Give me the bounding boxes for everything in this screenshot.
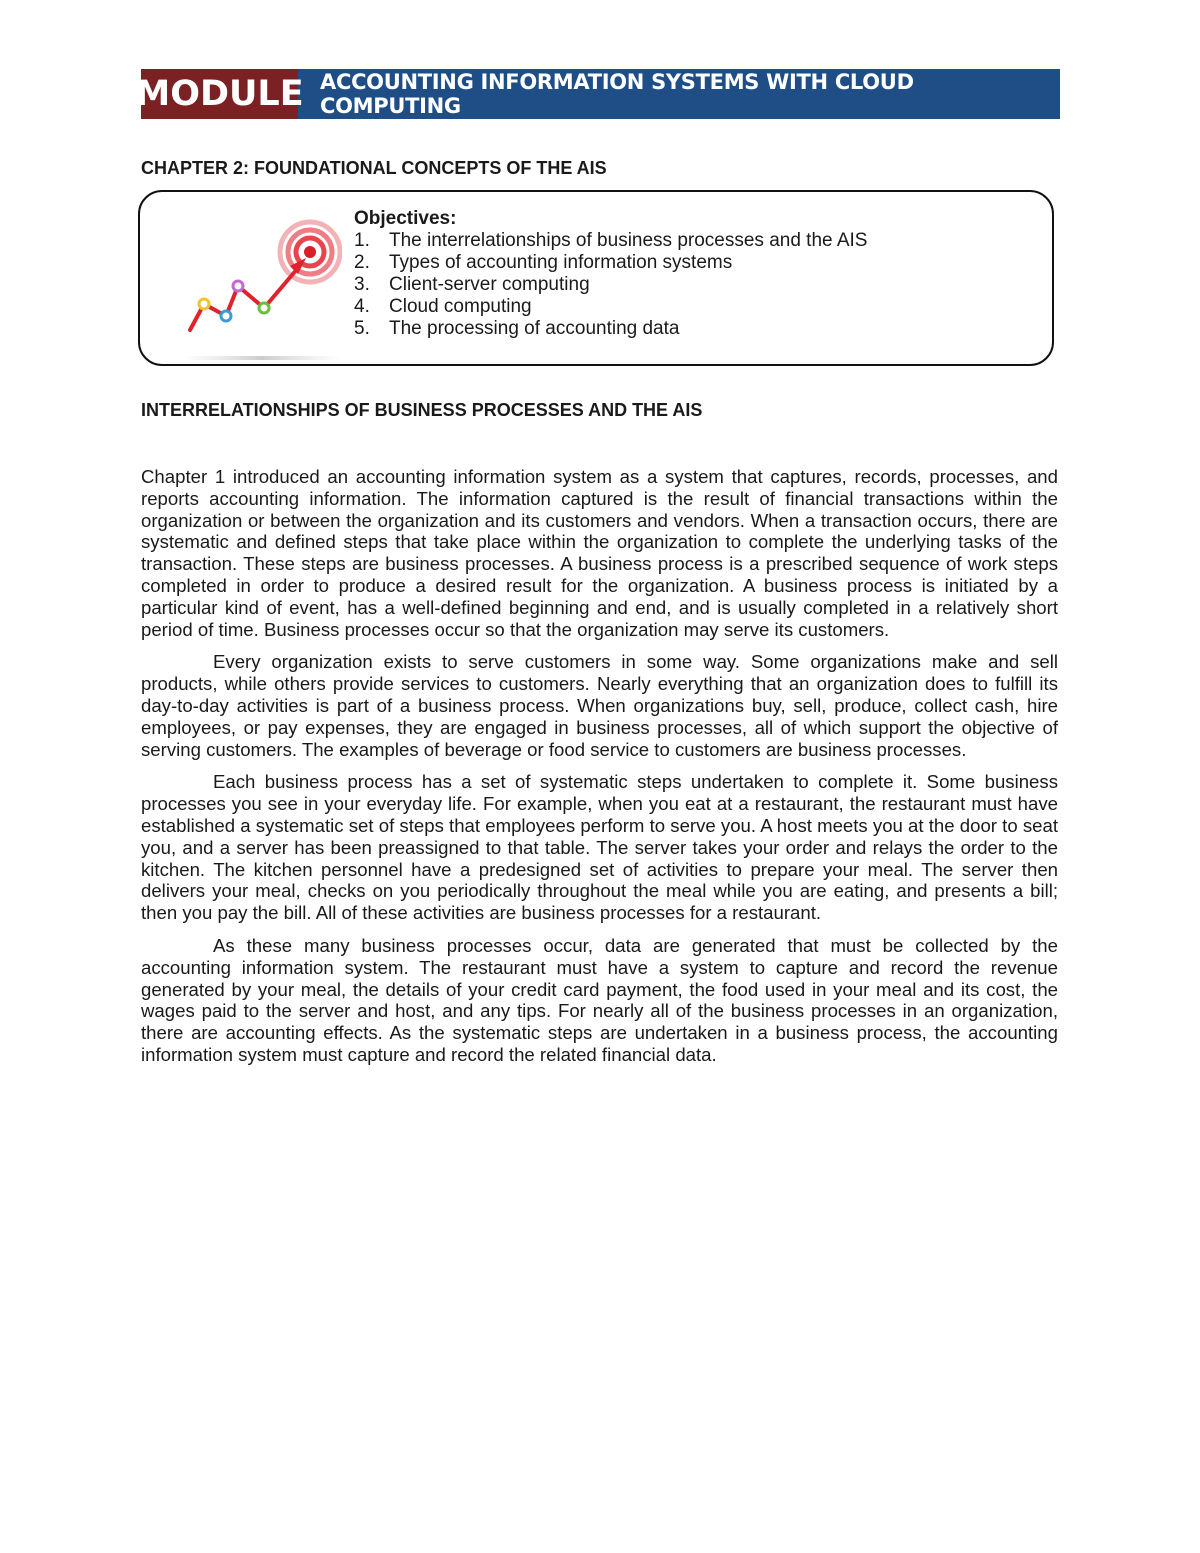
objective-item: 1. The interrelationships of business processes and the AIS (354, 230, 868, 251)
objectives-box (138, 190, 1054, 366)
section-heading: INTERRELATIONSHIPS OF BUSINESS PROCESSES AND THE AIS (141, 400, 703, 420)
chapter-title: CHAPTER 2: FOUNDATIONAL CONCEPTS OF THE AIS (141, 158, 607, 178)
paragraph: Each business process has a set of systematic steps undertaken to complete it. Some business processes you see in your everyday life. For example, when you eat at a restaurant, the restaurant must have established a systematic set of steps that employees perform to serve you. A host meets you at the door to seat you, and a server has been preassigned to that table. The server takes your order and relays the order to the kitchen. The kitchen personnel have a predesigned set of activities to prepare your meal. The server then delivers your meal, checks on you periodically throughout the meal while you are eating, and presents a bill; then you pay the bill. All of these activities are business processes for a restaurant. (141, 771, 1058, 924)
target-growth-chart-icon (182, 210, 342, 360)
objective-item: 3. Client-server computing (354, 274, 590, 295)
objective-item: 2. Types of accounting information systems (354, 252, 733, 273)
objectives-list (354, 208, 867, 340)
paragraph: Chapter 1 introduced an accounting information system as a system that captures, records, processes, and reports accounting information. The information captured is the result of financial transactions within the organization or between the organization and its customers and vendors. When a transaction occurs, there are systematic and defined steps that take place within the organization to complete the underlying tasks of the transaction. These steps are business processes. A business process is a prescribed sequence of work steps completed in order to produce a desired result for the organization. A business process is initiated by a particular kind of event, has a well-defined beginning and end, and is usually completed in a relatively short period of time. Business processes occur so that the organization may serve its customers. (141, 466, 1058, 640)
paragraph: Every organization exists to serve customers in some way. Some organizations make and sell products, while others provide services to customers. Nearly everything that an organization does to fulfill its day-to-day activities is part of a business process. When organizations buy, sell, produce, collect cash, hire employees, or pay expenses, they are engaged in business processes, all of which support the objective of serving customers. The examples of beverage or food service to customers are business processes. (141, 651, 1058, 760)
objectives-heading: Objectives: (354, 208, 457, 229)
body-text (141, 466, 1058, 1077)
module-label: MODULE (141, 69, 298, 119)
module-title: ACCOUNTING INFORMATION SYSTEMS WITH CLOUD COMPUTING (320, 70, 914, 118)
objective-item: 5. The processing of accounting data (354, 318, 680, 339)
paragraph: As these many business processes occur, data are generated that must be collected by the accounting information system. The restaurant must have a system to capture and record the revenue generated by your meal, the details of your credit card payment, the food used in your meal and its cost, the wages paid to the server and host, and any tips. For nearly all of the business processes in an organization, there are accounting effects. As the systematic steps are undertaken in a business process, the accounting information system must capture and record the related financial data. (141, 934, 1058, 1065)
objective-item: 4. Cloud computing (354, 296, 532, 317)
module-banner (135, 69, 1060, 119)
